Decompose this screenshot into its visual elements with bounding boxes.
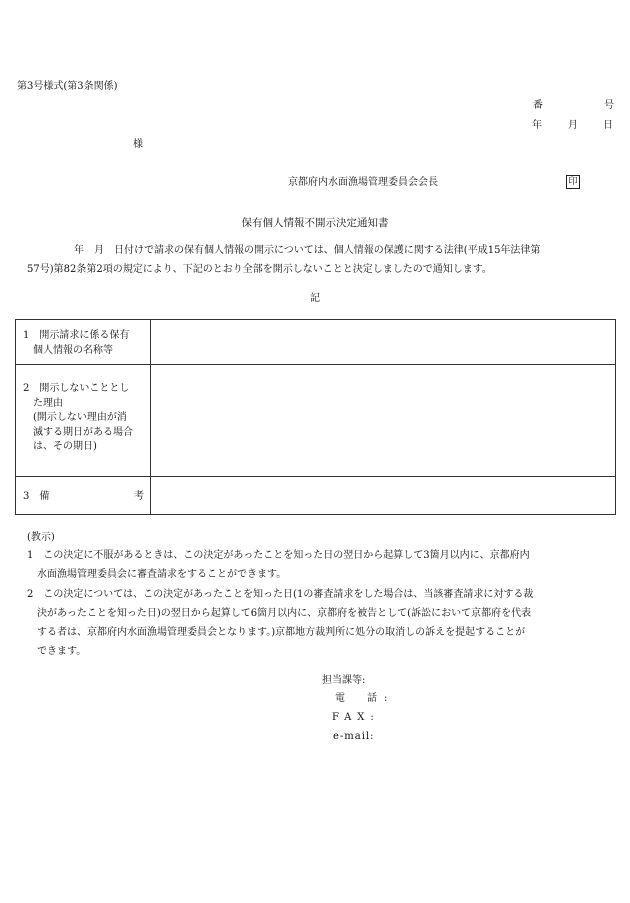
row-2-label-line: 2 開示しないこととし [23,383,130,394]
row-2-label [23,382,133,455]
row-1-label-line: 1 開示請求に係る保有 [23,330,130,341]
instruction-line: 2 この決定については、この決定があったことを知った日(1の審査請求をした場合は、当該審査請求に対する裁 [27,589,534,600]
instructions-heading: (教示) [27,532,55,543]
table-row-divider [16,476,615,477]
document-title: 保有個人情報不開示決定通知書 [241,217,389,229]
contact-email-label: e-mail: [333,731,375,742]
issuer-name: 京都府内水面漁場管理委員会会長 [288,177,438,188]
notice-table [15,319,616,515]
row-1-label [23,329,129,358]
seal-stamp: 印 [566,175,580,189]
row-2-label-line: (開示しない理由が消 [23,412,127,423]
instruction-item-1 [27,546,530,584]
row-3-label-part: 考 [134,491,144,502]
date-day-label: 日 [603,120,613,131]
body-line-1: 年 月 日付けで請求の保有個人情報の開示については、個人情報の保護に関する法律(平成15年法律第 [74,245,541,256]
instruction-line: できます。 [27,646,87,657]
contact-phone-colon: : [384,693,388,704]
number-suffix: 号 [604,100,614,111]
row-2-label-line: は、その期日) [23,441,97,452]
instruction-item-2 [27,585,533,661]
contact-fax-label: FAX: [332,712,380,723]
row-1-label-line: 個人情報の名称等 [23,344,113,356]
contact-phone-label-a: 電 [335,693,345,704]
number-label: 番 [533,100,543,111]
ki-heading: 記 [310,293,320,304]
date-month-label: 月 [568,120,578,131]
table-column-divider [150,320,151,514]
form-number: 第3号様式(第3条関係) [17,81,118,92]
instruction-line: 1 この決定に不服があるときは、この決定があったことを知った日の翌日から起算して3箇月以内に、京都府内 [27,550,530,561]
addressee-honorific: 様 [133,139,143,150]
instruction-line: 決があったことを知った日)の翌日から起算して6箇月以内に、京都府を被告として(訴訟において京都府を代表 [27,608,532,619]
table-row-divider [16,364,615,365]
instruction-line: する者は、京都府内水面漁場管理委員会となります。)京都地方裁判所に処分の取消しの訴えを提起することが [27,627,526,638]
instruction-line: 水面漁場管理委員会に審査請求をすることができます。 [27,569,287,580]
body-line-2: 57号)第82条第2項の規定により、下記のとおり全部を開示しないことと決定しましたので通知します。 [27,264,492,275]
contact-department-label: 担当課等: [322,675,366,686]
row-2-label-line: た理由 [23,397,63,409]
date-year-label: 年 [532,120,542,131]
row-3-label [23,490,143,505]
contact-phone-label-b: 話 [367,693,377,704]
row-3-label-part: 3 備 [23,491,50,502]
row-2-label-line: 滅する期日がある場合 [23,426,133,438]
